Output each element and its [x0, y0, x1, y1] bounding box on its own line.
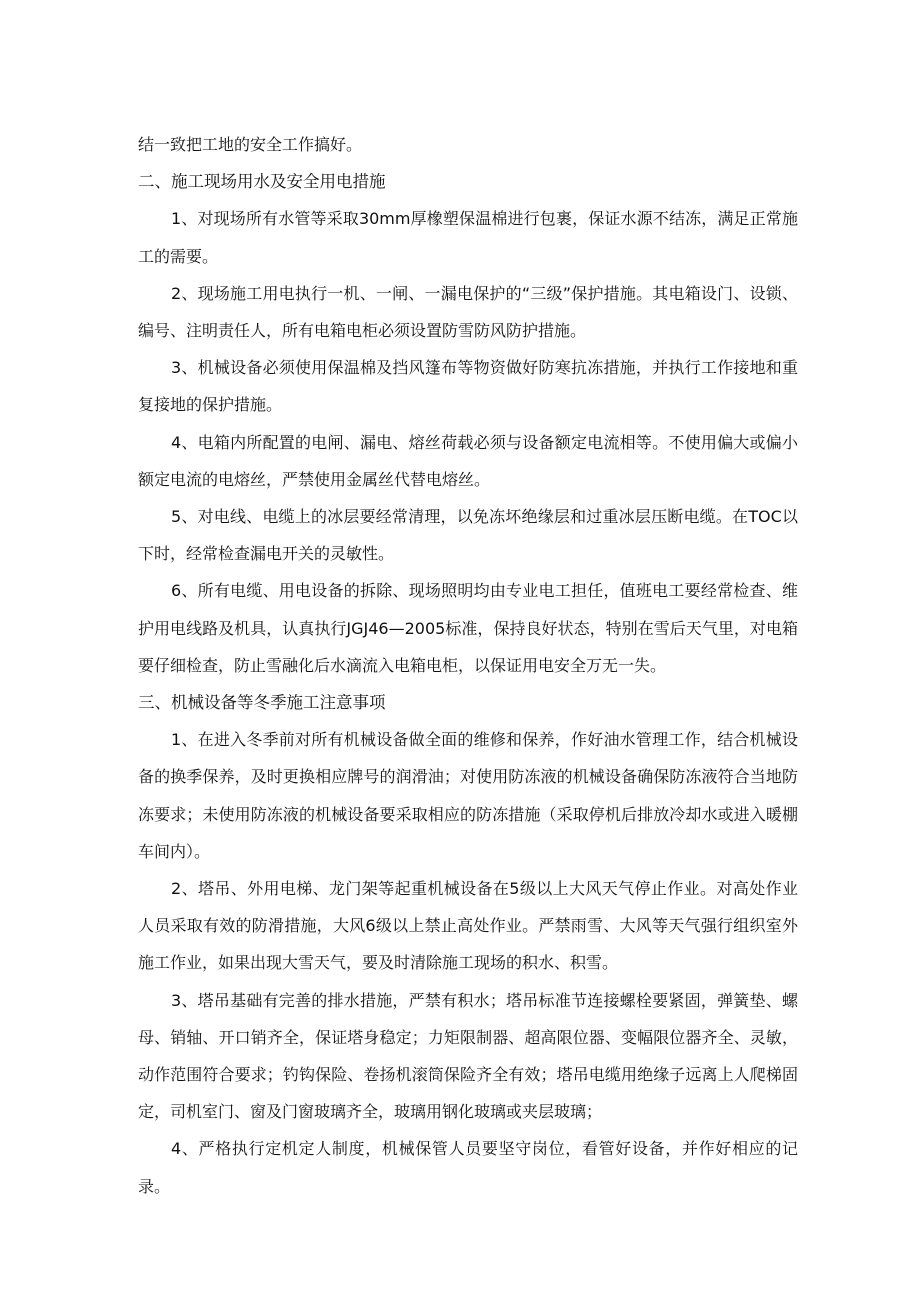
paragraph-cable-ice: 5、对电线、电缆上的冰层要经常清理，以免冻坏绝缘层和过重冰层压断电缆。在TOC以下时，经常检查漏电开关的灵敏性。 — [138, 507, 798, 564]
paragraph-fuse-rating: 4、电箱内所配置的电闸、漏电、熔丝荷载必须与设备额定电流相等。不使用偏大或偏小额定电流的电熔丝，严禁使用金属丝代替电熔丝。 — [138, 432, 798, 489]
paragraph-fixed-operator: 4、严格执行定机定人制度，机械保管人员要坚守岗位，看管好设备，并作好相应的记录。 — [138, 1139, 798, 1196]
paragraph-crane-foundation: 3、塔吊基础有完善的排水措施，严禁有积水；塔吊标准节连接螺栓要紧固，弹簧垫、螺母、销轴、开口销齐全，保证塔身稳定；力矩限制器、超高限位器、变幅限位器齐全、灵敏，动作范围符合要求；钓钩保险、卷扬机滚筒保险齐全有效；塔吊电缆用绝缘子远离上人爬梯固定，司机室门、窗及门窗玻璃齐全，玻璃用钢化玻璃或夹层玻璃； — [138, 990, 798, 1122]
paragraph-electrician-duties: 6、所有电缆、用电设备的拆除、现场照明均由专业电工担任，值班电工要经常检查、维护用电线路及机具，认真执行JGJ46—2005标准，保持良好状态，特别在雪后天气里，对电箱要仔细检查，防止雪融化后水滴流入电箱电柜，以保证用电安全万无一失。 — [138, 581, 798, 675]
paragraph-crane-wind: 2、塔吊、外用电梯、龙门架等起重机械设备在5级以上大风天气停止作业。对高处作业人员采取有效的防滑措施，大风6级以上禁止高处作业。严禁雨雪、大风等天气强行组织室外施工作业，如果出现大雪天气，要及时清除施工现场的积水、积雪。 — [138, 879, 798, 973]
paragraph-water-pipes: 1、对现场所有水管等采取30mm厚橡塑保温棉进行包裹，保证水源不结冻，满足正常施工的需要。 — [138, 209, 798, 266]
document-body — [138, 126, 798, 1205]
paragraph-three-level-protection: 2、现场施工用电执行一机、一闸、一漏电保护的“三级”保护措施。其电箱设门、设锁、编号、注明责任人，所有电箱电柜必须设置防雪防风防护措施。 — [138, 283, 798, 341]
section-heading-water-electricity: 二、施工现场用水及安全用电措施 — [138, 172, 386, 192]
paragraph-equipment-insulation: 3、机械设备必须使用保温棉及挡风篷布等物资做好防寒抗冻措施，并执行工作接地和重复接地的保护措施。 — [138, 358, 798, 415]
paragraph-continuation: 结一致把工地的安全工作搞好。 — [138, 135, 363, 154]
paragraph-maintenance: 1、在进入冬季前对所有机械设备做全面的维修和保养，作好油水管理工作，结合机械设备的换季保养，及时更换相应牌号的润滑油；对使用防冻液的机械设备确保防冻液符合当地防冻要求；未使用防冻液的机械设备要采取相应的防冻措施（采取停机后排放冷却水或进入暖棚车间内）。 — [138, 730, 798, 861]
section-heading-machinery-winter: 三、机械设备等冬季施工注意事项 — [138, 693, 386, 713]
